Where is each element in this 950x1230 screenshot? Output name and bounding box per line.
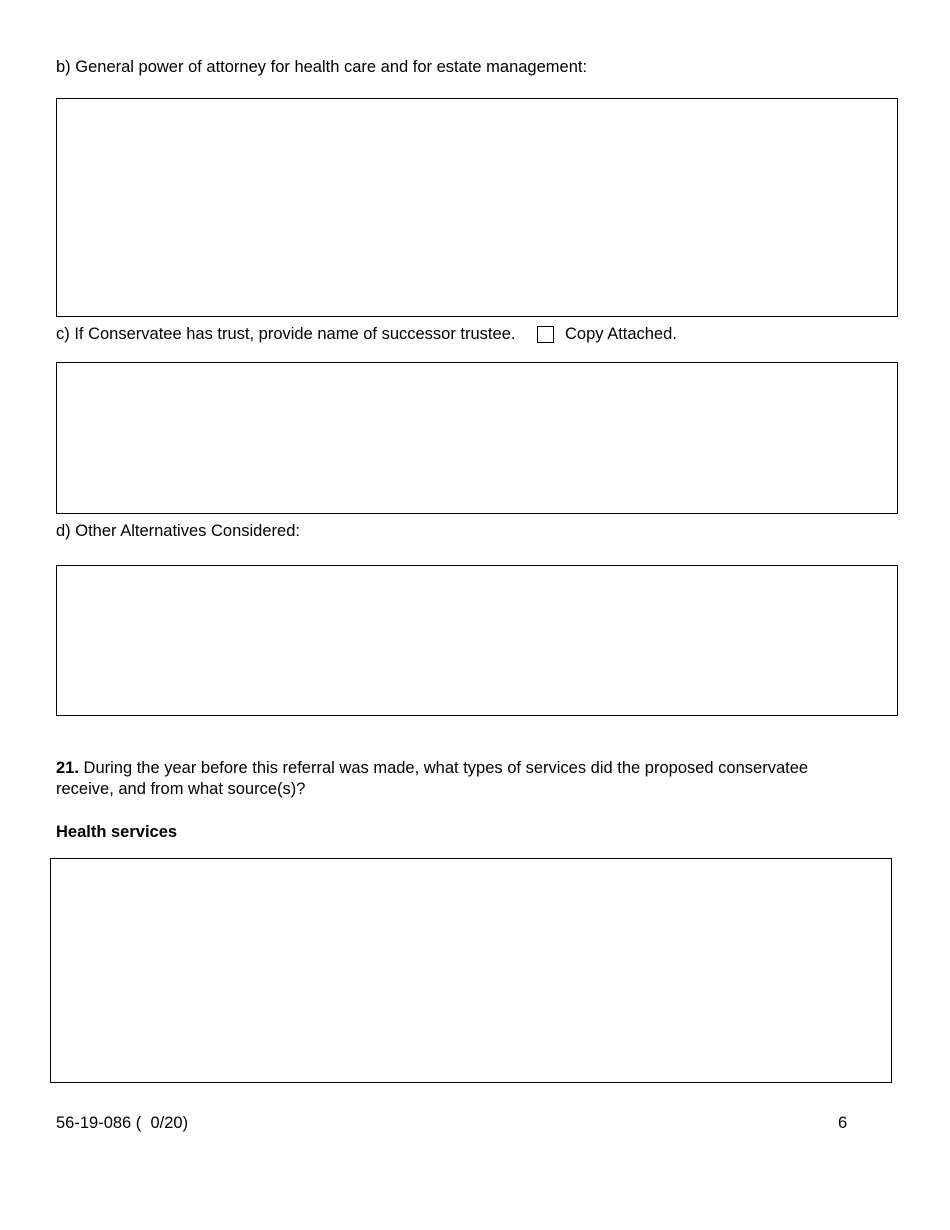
section-c-label: c) If Conservatee has trust, provide name of successor trustee. [56,325,516,343]
question-21-number: 21. [56,759,79,777]
section-b-label: b) General power of attorney for health care and for estate management: [56,58,588,76]
successor-trustee-field[interactable] [56,362,898,514]
question-21 [56,758,856,800]
copy-attached-checkbox[interactable] [537,326,554,343]
page-number: 6 [838,1114,848,1132]
health-services-heading: Health services [56,823,178,841]
section-d-label: d) Other Alternatives Considered: [56,522,300,540]
question-21-text: During the year before this referral was made, what types of services did the proposed conservatee receive, and from what source(s)? [56,759,809,798]
copy-attached-label: Copy Attached. [565,325,677,343]
power-of-attorney-field[interactable] [56,98,898,317]
other-alternatives-field[interactable] [56,565,898,716]
form-number: 56-19-086 ( 0/20) [56,1114,189,1132]
health-services-field[interactable] [50,858,892,1083]
